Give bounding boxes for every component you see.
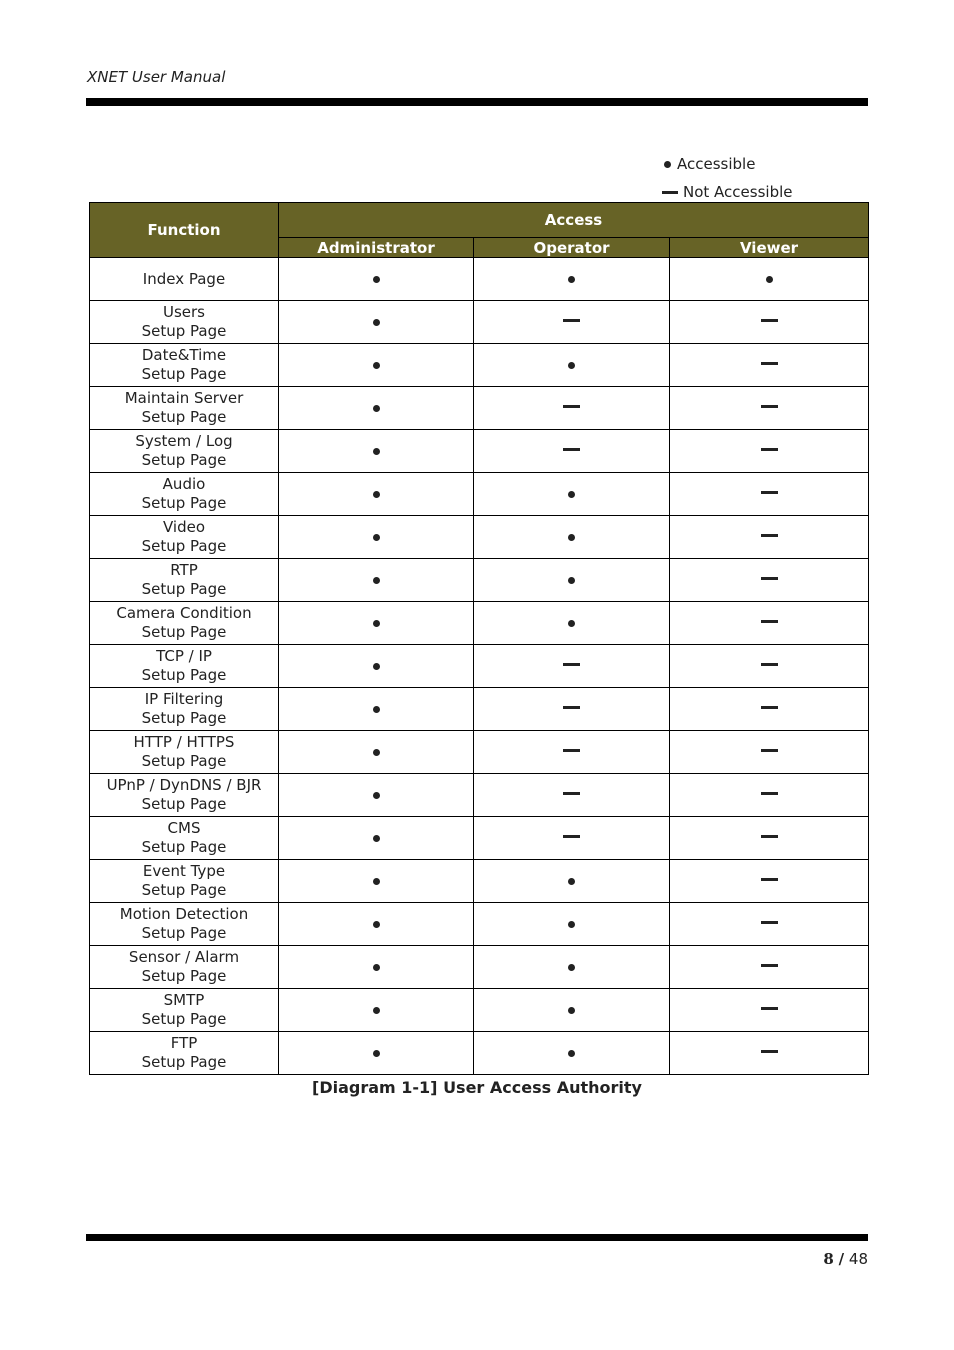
viewer-access-cell bbox=[670, 774, 869, 817]
operator-access-cell bbox=[474, 387, 670, 430]
not-accessible-dash-icon bbox=[761, 491, 778, 494]
operator-access-cell bbox=[474, 645, 670, 688]
not-accessible-dash-icon bbox=[563, 835, 580, 838]
function-cell bbox=[90, 559, 279, 602]
not-accessible-dash-icon bbox=[761, 749, 778, 752]
admin-access-cell bbox=[279, 430, 474, 473]
function-cell bbox=[90, 430, 279, 473]
admin-access-cell bbox=[279, 344, 474, 387]
operator-access-cell bbox=[474, 559, 670, 602]
admin-access-cell bbox=[279, 516, 474, 559]
accessible-dot-icon bbox=[373, 1050, 380, 1057]
not-accessible-dash-icon bbox=[761, 1050, 778, 1053]
operator-access-cell bbox=[474, 989, 670, 1032]
function-name-line: Maintain Server bbox=[124, 389, 244, 407]
function-cell bbox=[90, 387, 279, 430]
not-accessible-dash-icon bbox=[761, 534, 778, 537]
function-name-line: Setup Page bbox=[141, 623, 227, 641]
function-cell bbox=[90, 731, 279, 774]
table-row bbox=[90, 989, 869, 1032]
function-name-line: Setup Page bbox=[141, 752, 227, 770]
accessible-dot-icon bbox=[373, 835, 380, 842]
viewer-access-cell bbox=[670, 387, 869, 430]
accessible-dot-icon bbox=[373, 276, 380, 283]
operator-access-cell bbox=[474, 774, 670, 817]
table-body bbox=[90, 258, 869, 1075]
not-accessible-dash-icon bbox=[563, 663, 580, 666]
accessible-dot-icon bbox=[373, 362, 380, 369]
table-row bbox=[90, 258, 869, 301]
operator-access-cell bbox=[474, 473, 670, 516]
table-row bbox=[90, 817, 869, 860]
function-name-line: HTTP / HTTPS bbox=[133, 733, 235, 751]
not-accessible-dash-icon bbox=[761, 362, 778, 365]
accessible-dot-icon bbox=[373, 405, 380, 412]
function-name-line: Setup Page bbox=[141, 494, 227, 512]
accessible-dot-icon bbox=[373, 534, 380, 541]
viewer-access-cell bbox=[670, 430, 869, 473]
function-name-line: TCP / IP bbox=[156, 647, 212, 665]
not-accessible-dash-icon bbox=[761, 921, 778, 924]
table-row bbox=[90, 430, 869, 473]
not-accessible-dash-icon bbox=[761, 319, 778, 322]
not-accessible-dash-icon bbox=[563, 319, 580, 322]
function-name-line: Event Type bbox=[142, 862, 226, 880]
function-name-line: Camera Condition bbox=[116, 604, 252, 622]
table-row bbox=[90, 645, 869, 688]
function-name-line: Setup Page bbox=[141, 451, 227, 469]
accessible-dot-icon bbox=[568, 921, 575, 928]
accessible-dot-icon bbox=[568, 1007, 575, 1014]
accessible-dot-icon bbox=[373, 792, 380, 799]
function-name-line: SMTP bbox=[163, 991, 205, 1009]
viewer-access-cell bbox=[670, 516, 869, 559]
not-accessible-dash-icon bbox=[563, 405, 580, 408]
accessible-dot-icon bbox=[373, 663, 380, 670]
function-name-line: Setup Page bbox=[141, 881, 227, 899]
table-row bbox=[90, 946, 869, 989]
accessible-dot-icon bbox=[373, 749, 380, 756]
viewer-access-cell bbox=[670, 817, 869, 860]
admin-access-cell bbox=[279, 258, 474, 301]
admin-access-cell bbox=[279, 1032, 474, 1075]
accessible-dot-icon bbox=[373, 878, 380, 885]
function-name-line: Setup Page bbox=[141, 365, 227, 383]
not-accessible-dash-icon bbox=[761, 448, 778, 451]
operator-access-cell bbox=[474, 430, 670, 473]
function-name-line: Audio bbox=[162, 475, 206, 493]
function-name-line: Sensor / Alarm bbox=[128, 948, 240, 966]
not-accessible-dash-icon bbox=[563, 792, 580, 795]
not-accessible-dash-icon bbox=[761, 878, 778, 881]
function-name-line: CMS bbox=[167, 819, 201, 837]
manual-title: XNET User Manual bbox=[87, 68, 226, 86]
not-accessible-dash-icon bbox=[761, 620, 778, 623]
viewer-access-cell bbox=[670, 946, 869, 989]
viewer-access-cell bbox=[670, 344, 869, 387]
function-name-line: UPnP / DynDNS / BJR bbox=[106, 776, 262, 794]
function-cell bbox=[90, 516, 279, 559]
accessible-dot-icon bbox=[568, 491, 575, 498]
admin-access-cell bbox=[279, 473, 474, 516]
function-cell bbox=[90, 989, 279, 1032]
function-cell bbox=[90, 688, 279, 731]
table-row bbox=[90, 903, 869, 946]
table-row bbox=[90, 1032, 869, 1075]
admin-access-cell bbox=[279, 688, 474, 731]
page-number bbox=[823, 1250, 868, 1268]
function-name-line: Setup Page bbox=[141, 924, 227, 942]
operator-access-cell bbox=[474, 860, 670, 903]
operator-access-cell bbox=[474, 344, 670, 387]
legend-accessible bbox=[662, 150, 792, 178]
viewer-access-cell bbox=[670, 688, 869, 731]
function-name-line: Setup Page bbox=[141, 1053, 227, 1071]
admin-access-cell bbox=[279, 860, 474, 903]
operator-access-cell bbox=[474, 946, 670, 989]
viewer-access-cell bbox=[670, 1032, 869, 1075]
admin-access-cell bbox=[279, 645, 474, 688]
function-cell bbox=[90, 774, 279, 817]
not-accessible-dash-icon bbox=[761, 405, 778, 408]
accessible-dot-icon bbox=[766, 276, 773, 283]
table-row bbox=[90, 387, 869, 430]
viewer-access-cell bbox=[670, 301, 869, 344]
function-name-line: Setup Page bbox=[141, 580, 227, 598]
operator-access-cell bbox=[474, 301, 670, 344]
accessible-dot-icon bbox=[568, 1050, 575, 1057]
admin-access-cell bbox=[279, 301, 474, 344]
viewer-access-cell bbox=[670, 473, 869, 516]
viewer-access-cell bbox=[670, 860, 869, 903]
admin-access-cell bbox=[279, 559, 474, 602]
function-name-line: Setup Page bbox=[141, 795, 227, 813]
accessible-dot-icon bbox=[373, 577, 380, 584]
function-name-line: Motion Detection bbox=[119, 905, 249, 923]
function-cell bbox=[90, 473, 279, 516]
accessible-dot-icon bbox=[373, 706, 380, 713]
accessible-dot-icon bbox=[568, 534, 575, 541]
diagram-caption: [Diagram 1-1] User Access Authority bbox=[312, 1078, 642, 1097]
accessible-dot-icon bbox=[568, 276, 575, 283]
header-rule bbox=[86, 98, 868, 106]
function-name-line: Setup Page bbox=[141, 666, 227, 684]
operator-access-cell bbox=[474, 688, 670, 731]
table-row bbox=[90, 602, 869, 645]
not-accessible-dash-icon bbox=[761, 663, 778, 666]
accessible-dot-icon bbox=[664, 161, 671, 168]
table-row bbox=[90, 774, 869, 817]
not-accessible-dash-icon bbox=[761, 706, 778, 709]
accessible-dot-icon bbox=[568, 964, 575, 971]
table-row bbox=[90, 860, 869, 903]
operator-header: Operator bbox=[474, 238, 670, 258]
function-name-line: Video bbox=[162, 518, 206, 536]
function-name-line: Index Page bbox=[142, 269, 226, 288]
total-pages: 48 bbox=[848, 1250, 868, 1268]
accessible-dot-icon bbox=[373, 921, 380, 928]
table-row bbox=[90, 301, 869, 344]
table-row bbox=[90, 473, 869, 516]
table-row bbox=[90, 731, 869, 774]
function-cell bbox=[90, 645, 279, 688]
not-accessible-dash-icon bbox=[761, 792, 778, 795]
function-name-line: Setup Page bbox=[141, 709, 227, 727]
viewer-access-cell bbox=[670, 989, 869, 1032]
not-accessible-dash-icon bbox=[761, 577, 778, 580]
page-separator: / bbox=[838, 1250, 845, 1268]
function-name-line: FTP bbox=[170, 1034, 198, 1052]
function-name-line: Setup Page bbox=[141, 322, 227, 340]
admin-access-cell bbox=[279, 731, 474, 774]
function-name-line: Setup Page bbox=[141, 408, 227, 426]
function-name-line: Date&Time bbox=[141, 346, 227, 364]
operator-access-cell bbox=[474, 731, 670, 774]
operator-access-cell bbox=[474, 258, 670, 301]
function-name-line: RTP bbox=[170, 561, 198, 579]
viewer-access-cell bbox=[670, 645, 869, 688]
accessible-dot-icon bbox=[373, 319, 380, 326]
not-accessible-dash-icon bbox=[563, 749, 580, 752]
accessible-dot-icon bbox=[568, 620, 575, 627]
operator-access-cell bbox=[474, 903, 670, 946]
table-row bbox=[90, 516, 869, 559]
viewer-access-cell bbox=[670, 731, 869, 774]
operator-access-cell bbox=[474, 1032, 670, 1075]
admin-access-cell bbox=[279, 817, 474, 860]
accessible-dot-icon bbox=[568, 362, 575, 369]
current-page: 8 bbox=[823, 1250, 834, 1268]
administrator-header: Administrator bbox=[279, 238, 474, 258]
admin-access-cell bbox=[279, 602, 474, 645]
not-accessible-dash-icon bbox=[761, 1007, 778, 1010]
function-name-line: Users bbox=[162, 303, 205, 321]
function-name-line: Setup Page bbox=[141, 967, 227, 985]
admin-access-cell bbox=[279, 774, 474, 817]
viewer-access-cell bbox=[670, 903, 869, 946]
viewer-header: Viewer bbox=[670, 238, 869, 258]
function-name-line: System / Log bbox=[135, 432, 233, 450]
admin-access-cell bbox=[279, 387, 474, 430]
accessible-dot-icon bbox=[568, 577, 575, 584]
table-row bbox=[90, 559, 869, 602]
not-accessible-dash-icon bbox=[662, 191, 678, 194]
function-name-line: IP Filtering bbox=[144, 690, 224, 708]
function-cell bbox=[90, 301, 279, 344]
accessible-dot-icon bbox=[373, 1007, 380, 1014]
function-cell bbox=[90, 344, 279, 387]
accessible-dot-icon bbox=[373, 964, 380, 971]
access-authority-table bbox=[89, 202, 869, 1075]
access-header: Access bbox=[279, 203, 869, 238]
operator-access-cell bbox=[474, 516, 670, 559]
admin-access-cell bbox=[279, 989, 474, 1032]
viewer-access-cell bbox=[670, 559, 869, 602]
not-accessible-dash-icon bbox=[563, 706, 580, 709]
legend-accessible-label: Accessible bbox=[677, 155, 756, 173]
function-cell bbox=[90, 860, 279, 903]
viewer-access-cell bbox=[670, 602, 869, 645]
not-accessible-dash-icon bbox=[761, 835, 778, 838]
operator-access-cell bbox=[474, 602, 670, 645]
function-cell bbox=[90, 817, 279, 860]
legend-not-accessible-label: Not Accessible bbox=[683, 183, 793, 201]
function-cell bbox=[90, 1032, 279, 1075]
not-accessible-dash-icon bbox=[761, 964, 778, 967]
accessible-dot-icon bbox=[373, 491, 380, 498]
accessible-dot-icon bbox=[568, 878, 575, 885]
not-accessible-dash-icon bbox=[563, 448, 580, 451]
function-name-line: Setup Page bbox=[141, 838, 227, 856]
function-cell bbox=[90, 602, 279, 645]
admin-access-cell bbox=[279, 903, 474, 946]
function-name-line: Setup Page bbox=[141, 1010, 227, 1028]
legend bbox=[662, 150, 792, 206]
accessible-dot-icon bbox=[373, 620, 380, 627]
table-row bbox=[90, 688, 869, 731]
function-cell bbox=[90, 903, 279, 946]
footer-rule bbox=[86, 1234, 868, 1241]
function-cell bbox=[90, 258, 279, 301]
operator-access-cell bbox=[474, 817, 670, 860]
admin-access-cell bbox=[279, 946, 474, 989]
function-header: Function bbox=[90, 203, 279, 258]
viewer-access-cell bbox=[670, 258, 869, 301]
accessible-dot-icon bbox=[373, 448, 380, 455]
function-cell bbox=[90, 946, 279, 989]
table-row bbox=[90, 344, 869, 387]
function-name-line: Setup Page bbox=[141, 537, 227, 555]
